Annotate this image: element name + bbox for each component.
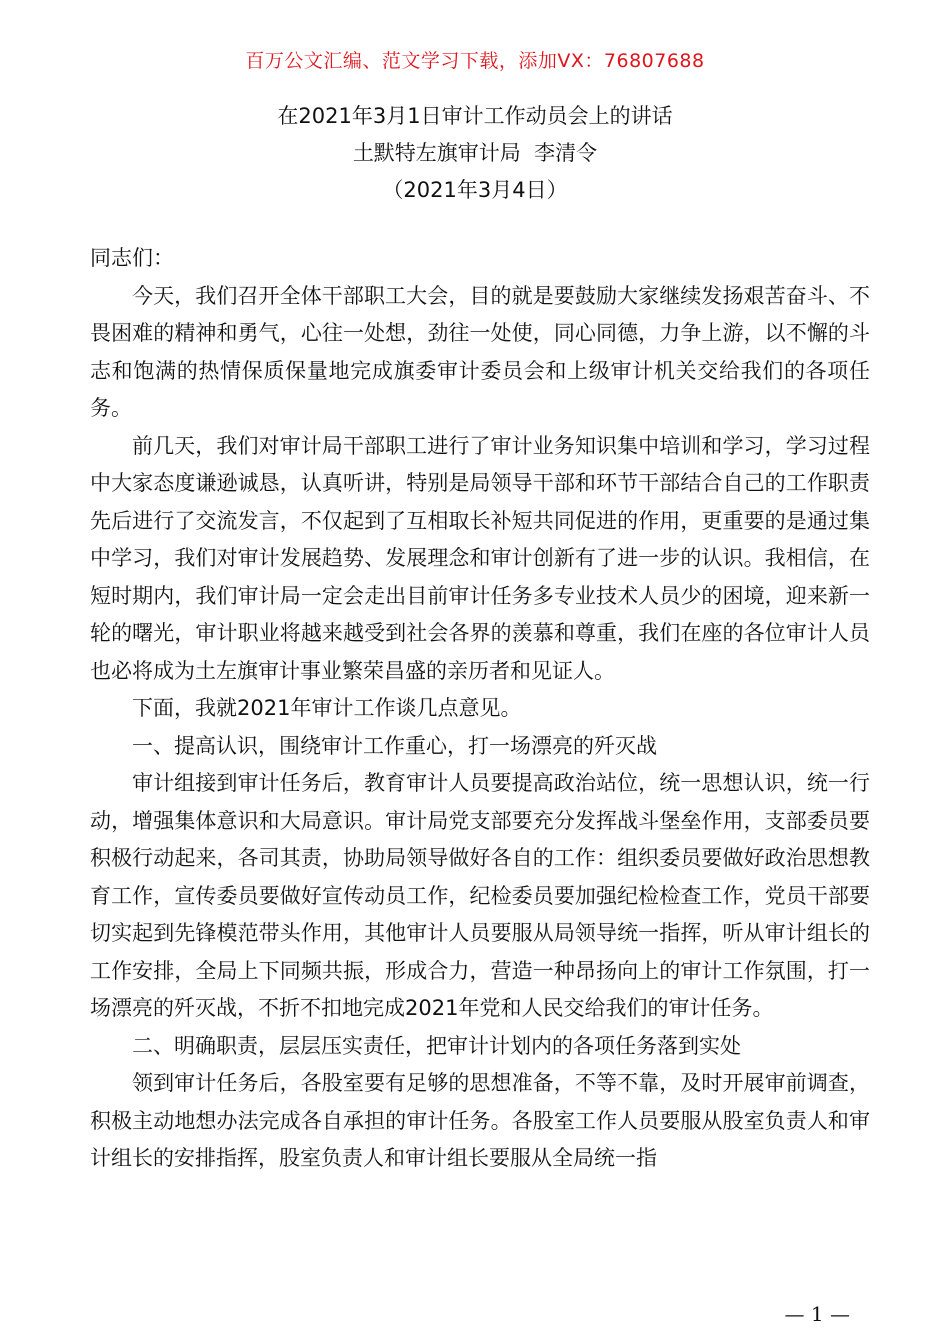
speech-author: 土默特左旗审计局 李清令 [352,141,598,165]
paragraph: 领到审计任务后，各股室要有足够的思想准备，不等不靠，及时开展审前调查，积极主动地想办法完成各自承担的审计任务。各股室工作人员要服从股室负责人和审计组长的安排指挥，股室负责人和审计组长要服从全局统一指 [90,1071,870,1170]
page-number-label: — 1 — [784,1302,850,1326]
paragraph: 今天，我们召开全体干部职工大会，目的就是要鼓励大家继续发扬艰苦奋斗、不畏困难的精神和勇气，心往一处想，劲往一处使，同心同德，力争上游，以不懈的斗志和饱满的热情保质保量地完成旗委审计委员会和上级审计机关交给我们的各项任务。 [90,283,870,420]
section-heading: 一、提高认识，围绕审计工作重心，打一场漂亮的歼灭战 [132,733,657,758]
paragraph: 下面，我就2021年审计工作谈几点意见。 [132,696,522,720]
paragraph: 审计组接到审计任务后，教育审计人员要提高政治站位，统一思想认识，统一行动，增强集体意识和大局意识。审计局党支部要充分发挥战斗堡垒作用，支部委员要积极行动起来，各司其责，协助局领导做好各自的工作：组织委员要做好政治思想教育工作，宣传委员要做好宣传动员工作，纪检委员要加强纪检检查工作，党员干部要切实起到先锋模范带头作用，其他审计人员要服从局领导统一指挥，听从审计组长的工作安排，全局上下同频共振，形成合力，营造一种昂扬向上的审计工作氛围，打一场漂亮的歼灭战，不折不扣地完成2021年党和人民交给我们的审计任务。 [90,771,870,1020]
salutation: 同志们： [90,246,174,270]
speech-date: （2021年3月4日） [382,178,568,202]
header-banner: 百万公文汇编、范文学习下载，添加VX：76807688 [245,50,705,72]
paragraph: 前几天，我们对审计局干部职工进行了审计业务知识集中培训和学习，学习过程中大家态度谦逊诚恳，认真听讲，特别是局领导干部和环节干部结合自己的工作职责先后进行了交流发言，不仅起到了互相取长补短共同促进的作用，更重要的是通过集中学习，我们对审计发展趋势、发展理念和审计创新有了进一步的认识。我相信，在短时期内，我们审计局一定会走出目前审计任务多专业技术人员少的困境，迎来新一轮的曙光，审计职业将越来越受到社会各界的羡慕和尊重，我们在座的各位审计人员也必将成为土左旗审计事业繁荣昌盛的亲历者和见证人。 [90,433,870,683]
speech-title: 在2021年3月1日审计工作动员会上的讲话 [277,104,673,128]
body-text [90,240,870,1178]
title-block [0,98,950,209]
section-heading: 二、明确职责，层层压实责任，把审计计划内的各项任务落到实处 [132,1033,741,1058]
page-number [0,1302,950,1326]
